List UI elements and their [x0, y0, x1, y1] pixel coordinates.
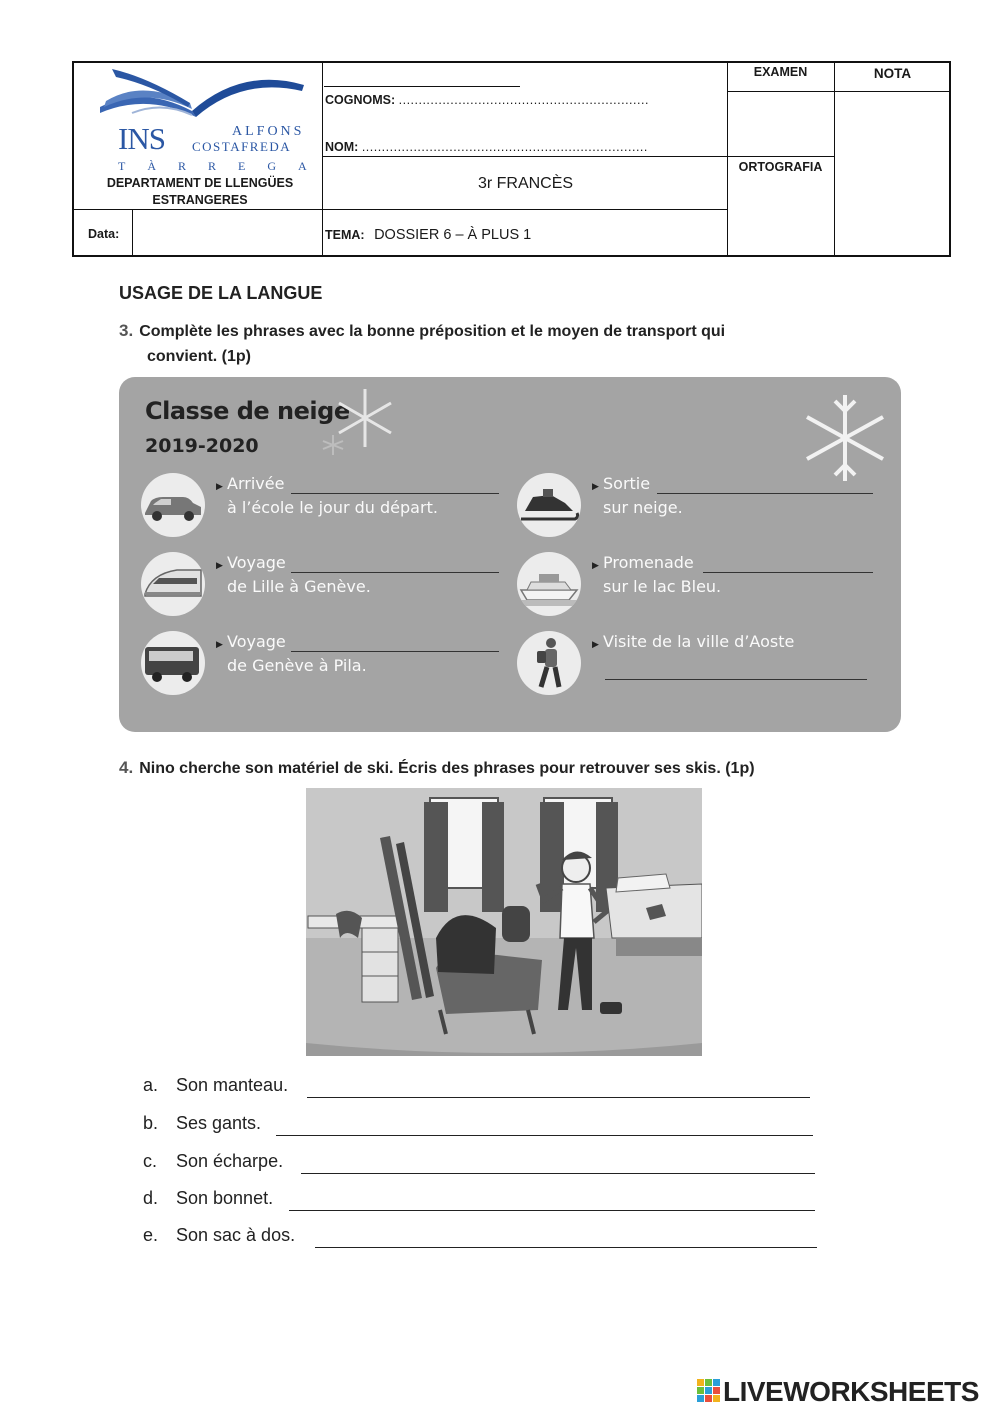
answer-blank[interactable]: [291, 572, 499, 573]
tema-value: DOSSIER 6 – À PLUS 1: [374, 227, 532, 243]
train-icon: [141, 552, 205, 616]
arrow-icon: ▶: [592, 560, 599, 570]
item-line1: Voyage: [227, 553, 286, 572]
answer-letter: c.: [143, 1151, 158, 1171]
question-3-number: 3.: [119, 321, 134, 340]
examen-label: EXAMEN: [753, 65, 808, 79]
question-3: [119, 318, 902, 369]
snowflake-icon: [319, 385, 403, 455]
question-3-text-line2: convient. (1p): [147, 348, 252, 365]
cognoms-field[interactable]: [325, 93, 649, 107]
answer-blank[interactable]: [657, 493, 873, 494]
open-book-logo-icon: [92, 67, 306, 127]
answer-line-b: [143, 1113, 815, 1141]
divider: [132, 209, 133, 257]
arrow-icon: ▶: [216, 481, 223, 491]
tema-label: TEMA:: [325, 228, 365, 242]
item-line1: Sortie: [603, 474, 651, 493]
answer-prompt: Son bonnet.: [176, 1188, 274, 1208]
answer-prompt: Ses gants.: [176, 1113, 262, 1133]
question-3-text-line1: Complète les phrases avec la bonne préposition et le moyen de transport qui: [139, 323, 726, 340]
answer-blank[interactable]: [605, 679, 867, 680]
nom-field[interactable]: [325, 140, 648, 154]
answer-letter: a.: [143, 1075, 159, 1095]
department-name: DEPARTAMENT DE LLENGÜES ESTRANGERES: [106, 176, 294, 207]
bedroom-illustration: [306, 788, 702, 1056]
divider: [834, 91, 951, 92]
cognoms-dots: ...............................................................: [398, 93, 649, 107]
answer-line-e: [143, 1225, 819, 1253]
liveworksheets-text: LIVEWORKSHEETS: [723, 1376, 979, 1407]
question-4: [119, 758, 755, 778]
arrow-icon: ▶: [592, 639, 599, 649]
liveworksheets-brand: [697, 1376, 979, 1408]
nom-dots: ........................................................................: [361, 140, 648, 154]
arrow-icon: ▶: [216, 560, 223, 570]
boat-icon: [517, 552, 581, 616]
divider: [74, 209, 727, 210]
divider: [834, 63, 835, 257]
section-title: USAGE DE LA LANGUE: [119, 283, 323, 303]
walking-person-icon: [517, 631, 581, 695]
answer-blank[interactable]: [307, 1097, 810, 1098]
item-line2: de Genève à Pila.: [227, 656, 367, 675]
card-title: Classe de neige: [145, 397, 350, 425]
bus-icon: [141, 631, 205, 695]
item-line1: Voyage: [227, 632, 286, 651]
course-name: 3r FRANCÈS: [477, 175, 574, 192]
item-line1: Arrivée: [227, 474, 285, 493]
logo-alfons-text: ALFONS: [232, 124, 305, 139]
boots-icon: [600, 1002, 622, 1014]
answer-prompt: Son sac à dos.: [176, 1225, 296, 1245]
answer-blank[interactable]: [291, 651, 499, 652]
nom-label: NOM:: [325, 140, 359, 154]
answer-line-a: [143, 1075, 813, 1103]
item-line2: sur le lac Bleu.: [603, 577, 722, 596]
classe-de-neige-card: [119, 377, 901, 732]
exam-header-table: [72, 61, 951, 257]
transport-item: [141, 473, 501, 539]
transport-item: [141, 631, 501, 697]
answer-line-c: [143, 1151, 817, 1179]
answer-prompt: Son écharpe.: [176, 1151, 284, 1171]
divider: [324, 86, 520, 87]
tema-field: [325, 227, 531, 243]
answer-letter: e.: [143, 1225, 159, 1245]
question-4-text: Nino cherche son matériel de ski. Écris des phrases pour retrouver ses skis. (1p): [139, 760, 755, 777]
item-line1: Promenade: [603, 553, 694, 572]
cognoms-label: COGNOMS:: [325, 93, 396, 107]
divider: [727, 91, 834, 92]
answer-blank[interactable]: [291, 493, 499, 494]
arrow-icon: ▶: [216, 639, 223, 649]
nota-label: NOTA: [873, 66, 912, 81]
ortografia-label: ORTOGRAFIA: [738, 160, 823, 174]
answer-blank[interactable]: [289, 1210, 815, 1211]
answer-blank[interactable]: [315, 1247, 817, 1248]
logo-tarrega-text: TÀRREGA: [118, 159, 329, 173]
answer-blank[interactable]: [276, 1135, 813, 1136]
snowflake-icon: [797, 391, 893, 485]
transport-item: [517, 473, 877, 539]
answer-blank[interactable]: [703, 572, 873, 573]
car-icon: [141, 473, 205, 537]
card-year: 2019-2020: [145, 435, 259, 457]
transport-item: [517, 552, 877, 618]
answer-blank[interactable]: [301, 1173, 815, 1174]
question-4-number: 4.: [119, 758, 134, 777]
liveworksheets-logo-icon: [697, 1378, 721, 1402]
logo-costafreda-text: COSTAFREDA: [192, 139, 292, 154]
item-line1: Visite de la ville d’Aoste: [603, 632, 795, 651]
answer-letter: b.: [143, 1113, 159, 1133]
arrow-icon: ▶: [592, 481, 599, 491]
backpack-icon: [502, 906, 530, 942]
divider: [322, 156, 834, 157]
answer-line-d: [143, 1188, 817, 1216]
data-label: Data:: [88, 227, 120, 241]
snowmobile-icon: [517, 473, 581, 537]
transport-item: [141, 552, 501, 618]
answer-letter: d.: [143, 1188, 159, 1208]
item-line2: sur neige.: [603, 498, 683, 517]
transport-item: [517, 631, 877, 697]
answer-prompt: Son manteau.: [176, 1075, 289, 1095]
item-line2: à l’école le jour du départ.: [227, 498, 438, 517]
logo-ins-text: INS: [118, 121, 165, 156]
item-line2: de Lille à Genève.: [227, 577, 371, 596]
bed-icon: [606, 874, 702, 956]
school-logo: [92, 67, 329, 173]
